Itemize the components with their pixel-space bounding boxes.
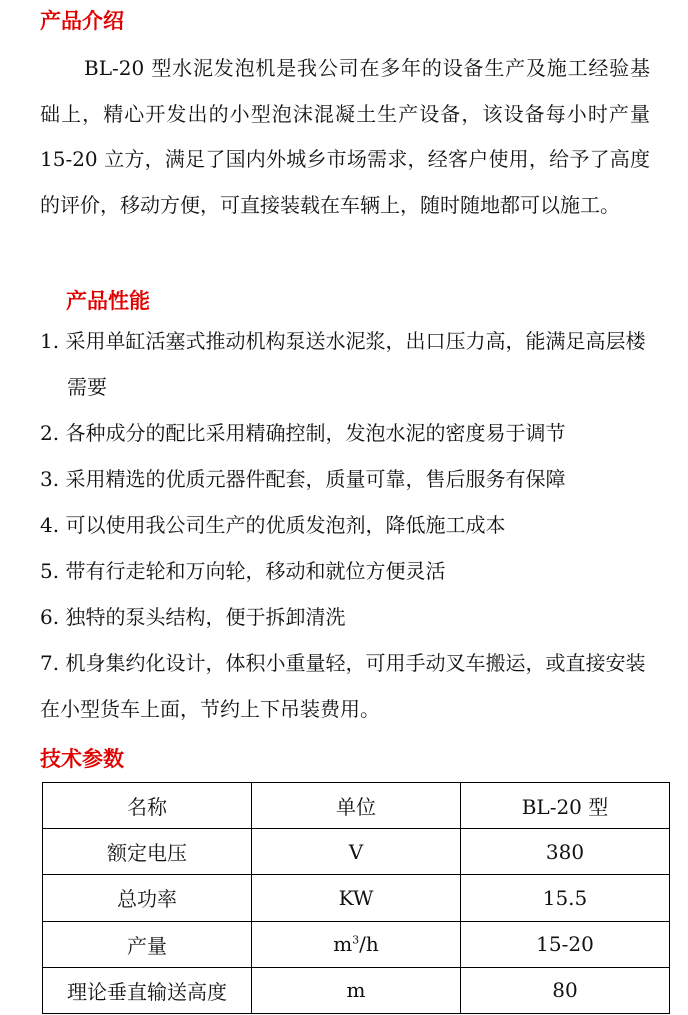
table-row — [43, 921, 670, 967]
table-row — [43, 829, 670, 875]
performance-heading: 产品性能 — [66, 289, 150, 313]
table-row — [43, 967, 670, 1013]
spec-table-header-row — [43, 783, 670, 829]
performance-item-7: 7. 机身集约化设计，体积小重量轻，可用手动叉车搬运，或直接安装在小型货车上面，节约上下吊装费用。 — [40, 651, 646, 721]
specs-heading: 技术参数 — [40, 747, 124, 771]
performance-list — [40, 318, 655, 732]
performance-item-2: 2. 各种成分的配比采用精确控制，发泡水泥的密度易于调节 — [40, 421, 566, 445]
table-row — [43, 875, 670, 921]
unit-base: m — [333, 932, 353, 957]
spec-header-name: 名称 — [43, 783, 252, 829]
spec-value: 15.5 — [461, 875, 670, 921]
intro-heading: 产品介绍 — [40, 9, 124, 33]
spec-value: 15-20 — [461, 921, 670, 967]
performance-item-3: 3. 采用精选的优质元器件配套，质量可靠，售后服务有保障 — [40, 467, 566, 491]
spec-name: 产量 — [43, 921, 252, 967]
spec-value: 80 — [461, 967, 670, 1013]
spec-table — [42, 782, 670, 1014]
spec-unit: KW — [252, 875, 461, 921]
spec-unit: V — [252, 829, 461, 875]
spec-header-model: BL-20 型 — [461, 783, 670, 829]
spec-name: 额定电压 — [43, 829, 252, 875]
spec-unit: m — [252, 967, 461, 1013]
unit-tail: /h — [359, 932, 379, 957]
performance-item-5: 5. 带有行走轮和万向轮，移动和就位方便灵活 — [40, 559, 446, 583]
spec-value: 380 — [461, 829, 670, 875]
spec-unit — [252, 921, 461, 967]
performance-item-4: 4. 可以使用我公司生产的优质发泡剂，降低施工成本 — [40, 513, 506, 537]
unit-superscript: 3 — [352, 933, 360, 947]
performance-item-1: 1. 采用单缸活塞式推动机构泵送水泥浆，出口压力高，能满足高层楼需要 — [40, 329, 646, 399]
intro-paragraph: BL-20 型水泥发泡机是我公司在多年的设备生产及施工经验基础上，精心开发出的小型泡沫混凝土生产设备，该设备每小时产量 15-20 立方，满足了国内外城乡市场需求，经客户使用，给予了高度的评价，移动方便，可直接装载在车辆上，随时随地都可以施工。 — [40, 56, 650, 217]
spec-name: 理论垂直输送高度 — [43, 967, 252, 1013]
spec-header-unit: 单位 — [252, 783, 461, 829]
spec-name: 总功率 — [43, 875, 252, 921]
performance-item-6: 6. 独特的泵头结构，便于拆卸清洗 — [40, 605, 346, 629]
